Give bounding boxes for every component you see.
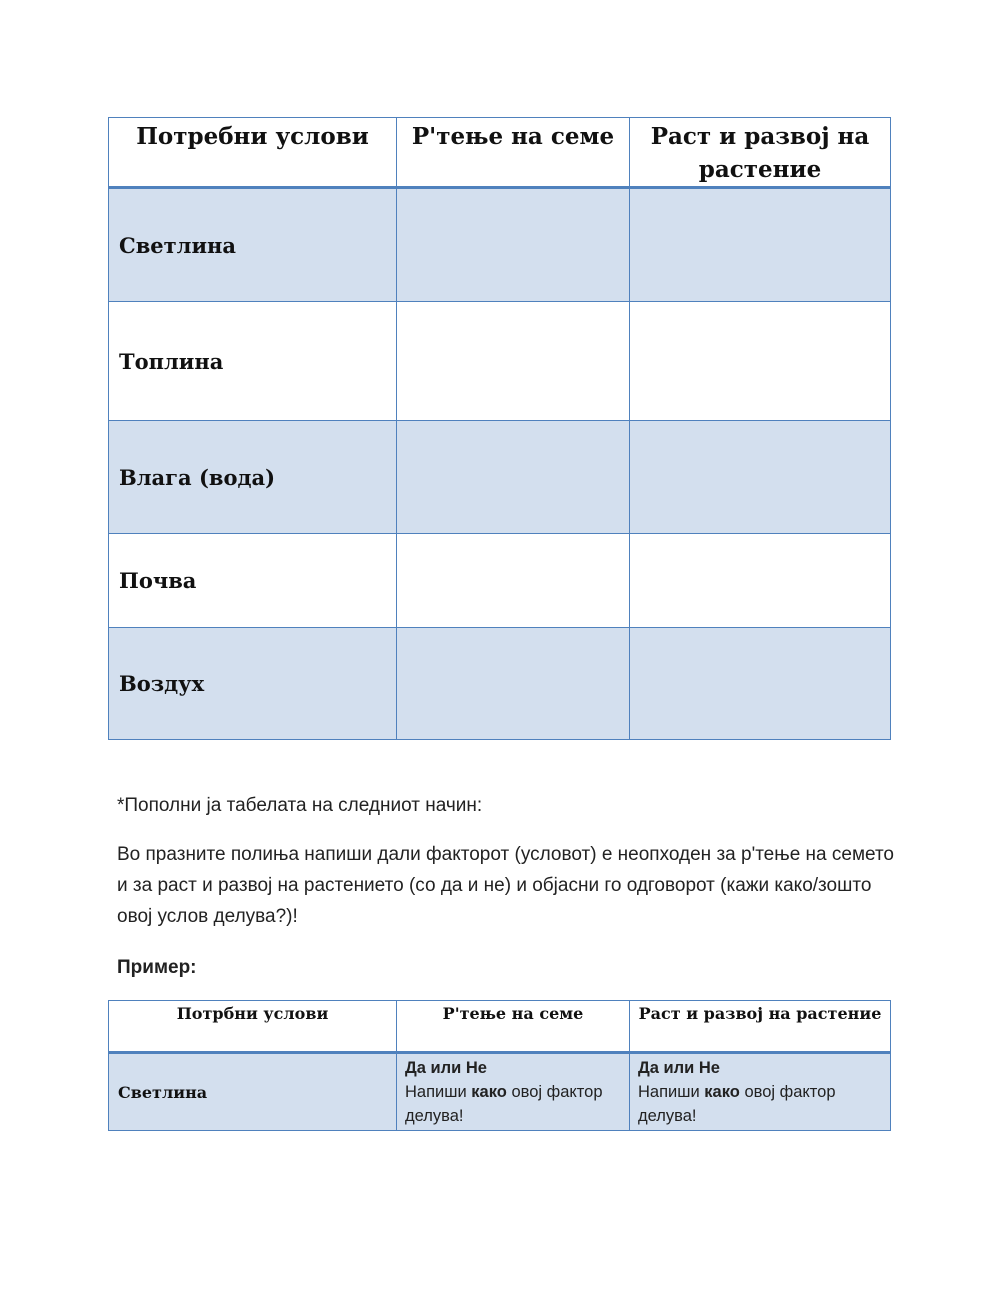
- example-cell-germination: [397, 1053, 630, 1131]
- header-growth: Раст и развој на растение: [630, 118, 891, 188]
- example-row-label: Светлина: [109, 1053, 397, 1131]
- example-row: [109, 1053, 891, 1131]
- example-header-row: [109, 1001, 891, 1053]
- cell-growth-soil[interactable]: [630, 534, 891, 628]
- example-cell-growth: [630, 1053, 891, 1131]
- cell-growth-moisture[interactable]: [630, 421, 891, 534]
- instructions-title: *Пополни ја табелата на следниот начин:: [117, 795, 483, 816]
- conditions-table: [108, 117, 891, 740]
- cell-germination-heat[interactable]: [397, 302, 630, 421]
- table-header-row: [109, 118, 891, 188]
- example-answer-line: Да или Не: [638, 1059, 720, 1077]
- cell-germination-air[interactable]: [397, 628, 630, 740]
- cell-growth-heat[interactable]: [630, 302, 891, 421]
- cell-growth-air[interactable]: [630, 628, 891, 740]
- instructions-body: Во празните полиња напиши дали факторот (условот) е неопходен за р'тење на семето и за раст и развој на растението (со да и не) и објасни го одговорот (кажи како/зошто овој услов делува?)!: [117, 844, 894, 927]
- example-answer-line: Да или Не: [405, 1059, 487, 1077]
- table-row: [109, 302, 891, 421]
- table-row: [109, 421, 891, 534]
- example-explain-pre: Напиши: [638, 1083, 705, 1101]
- row-label-heat: Топлина: [109, 302, 397, 421]
- example-header-growth: Раст и развој на растение: [630, 1001, 891, 1053]
- cell-germination-soil[interactable]: [397, 534, 630, 628]
- example-explain-pre: Напиши: [405, 1083, 472, 1101]
- example-header-germination: Р'тење на семе: [397, 1001, 630, 1053]
- example-header-conditions: Потрбни услови: [109, 1001, 397, 1053]
- cell-growth-light[interactable]: [630, 188, 891, 302]
- example-explain-post: овој фактор делува!: [638, 1083, 836, 1125]
- row-label-light: Светлина: [109, 188, 397, 302]
- row-label-air: Воздух: [109, 628, 397, 740]
- header-conditions: Потребни услови: [109, 118, 397, 188]
- row-label-moisture: Влага (вода): [109, 421, 397, 534]
- example-explain-post: овој фактор делува!: [405, 1083, 603, 1125]
- table-row: [109, 534, 891, 628]
- cell-germination-light[interactable]: [397, 188, 630, 302]
- example-table: [108, 1000, 891, 1131]
- cell-germination-moisture[interactable]: [397, 421, 630, 534]
- table-row: [109, 188, 891, 302]
- table-row: [109, 628, 891, 740]
- header-germination: Р'тење на семе: [397, 118, 630, 188]
- example-label: Пример:: [117, 957, 197, 978]
- row-label-soil: Почва: [109, 534, 397, 628]
- example-explain-bold: како: [471, 1083, 507, 1101]
- example-explain-bold: како: [704, 1083, 740, 1101]
